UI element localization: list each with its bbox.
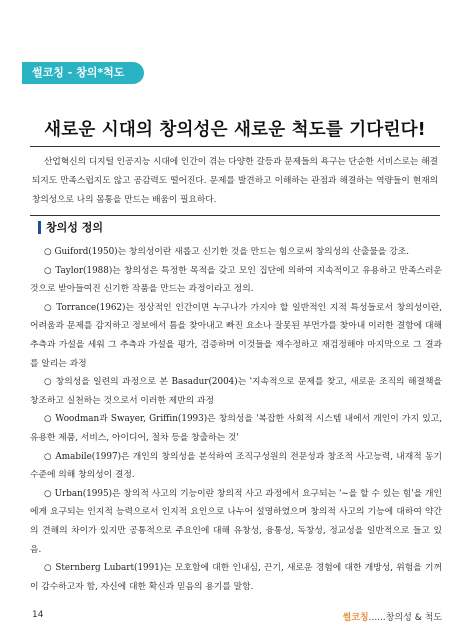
definitions-list	[30, 243, 442, 596]
definition-item: ○ Sternberg Lubart(1991)는 모호함에 대한 인내심, 끈기, 새로운 경험에 대한 개방성, 위험을 기꺼이 감수하고자 함, 자신에 대한 확신과 믿음의 용기를 말함.	[30, 563, 442, 592]
page-title: 새로운 시대의 창의성은 새로운 척도를 기다린다!	[44, 120, 426, 140]
definition-item: ○ Guiford(1950)는 창의성이란 새롭고 신기한 것을 만드는 힘으로써 창의성의 산출물을 강조.	[44, 247, 410, 257]
section-bar-icon	[38, 221, 41, 234]
section-tab: 썰코칭 - 창의*척도	[22, 62, 144, 84]
definition-item: ○ Woodman과 Swayer, Griffin(1993)은 창의성을 '복잡한 사회적 시스템 내에서 개인이 가지 있고, 유용한 제품, 서비스, 아이디어, 절차 등을 창출하는 것'	[30, 414, 442, 443]
footer-brand: 썰코칭	[342, 613, 369, 623]
intro-text: 산업혁신의 디지털 인공지능 시대에 인간이 겪는 다양한 갈등과 문제들의 욕구는 단순한 서비스로는 해결되지도 만족스럽지도 않고 공감력도 떨어진다. 문제를 발견하고 이해하는 관점과 해결하는 역량들이 현재의 창의성으로 나의 몸통을 만드는 배움이 필요하다.	[32, 157, 438, 205]
footer-dots: ......	[368, 613, 386, 623]
footer-tail: 창의성 & 척도	[385, 613, 442, 623]
definition-item: ○ 창의성을 일련의 과정으로 본 Basadur(2004)는 '지속적으로 문제를 찾고, 새로운 조직의 해결책을 창조하고 실천하는 것으로서 이러한 제반의 과정	[30, 377, 442, 406]
section-heading	[38, 220, 103, 234]
page-number: 14	[32, 610, 44, 620]
definition-item: ○ Torrance(1962)는 정상적인 인간이면 누구나가 가지야 할 일반적인 지적 특성들로서 창의성이란, 어려움과 문제를 감지하고 정보에서 틈을 찾아내고 빠진 요소나 잘못된 부먼가를 찾아내 이러한 결함에 대해 추측과 가설을 세워 그 추측과 가설을 평가, 검증하며 이것들을 재수정하고 재검정해야 마지막으로 그 결과를 알리는 과정	[30, 302, 442, 369]
definition-item: ○ Urban(1995)은 창의적 사고의 기능이란 창의적 사고 과정에서 요구되는 '~을 할 수 있는 힘'을 개인에게 요구되는 인지적 능력으로서 인지적 요인으로 나누어 설명하였으며 창의적 사고의 기능에 대하여 약간의 견해의 차이가 있지만 공통적으로 주요인에 대해 유창성, 융통성, 독창성, 정교성을 일반적으로 들고 있음.	[30, 488, 442, 555]
definition-item: ○ Amabile(1997)은 개인의 창의성을 분석하여 조직구성원의 전문성과 창조적 사고능력, 내재적 동기 수준에 의해 창의성이 결정.	[30, 451, 442, 481]
definition-item: ○ Taylor(1988)는 창의성은 특정한 목적을 갖고 모인 집단에 의하여 지속적이고 유용하고 만족스러운 것으로 받아들여진 신기한 작품을 만드는 과정이라고 정의.	[30, 265, 442, 295]
section-title: 창의성 정의	[46, 221, 103, 234]
intro-box	[30, 146, 440, 216]
running-footer	[343, 610, 442, 623]
